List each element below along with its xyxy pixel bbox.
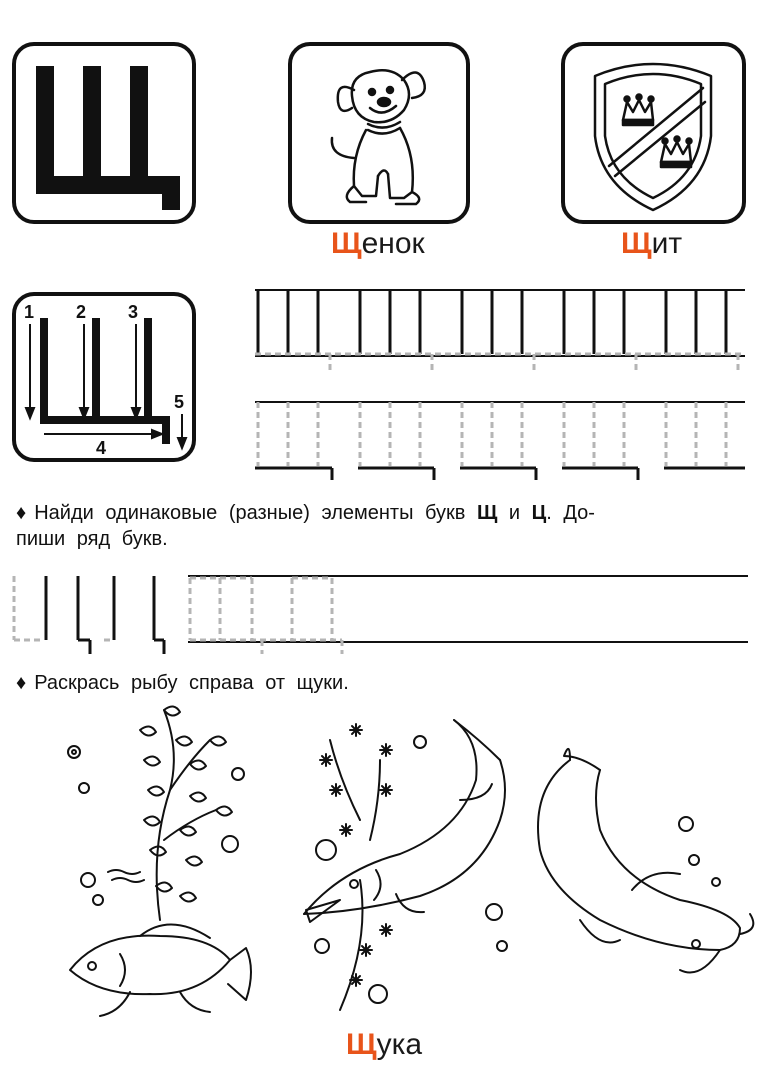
stroke-number-1: 1 [24,302,35,322]
task1-letter-tse: Ц [531,502,547,524]
fish-coloring-illustration [40,700,760,1022]
shield-card [561,42,746,224]
pike-fish [304,720,505,922]
puppy-caption [331,229,425,259]
big-letter-card [12,42,196,224]
task2-instruction [16,670,746,696]
task1-text-before: Найди одинаковые (разные) элементы букв [34,502,466,524]
small-fish [70,924,251,1016]
task1-text-mid: и [508,502,521,524]
stroke-order-card [12,292,196,462]
bullet-diamond-icon: ♦ [16,672,27,694]
stroke-number-4: 4 [96,438,107,458]
puppy-illustration [292,46,466,220]
caption-highlight-letter: Щ [346,1028,377,1061]
caption-highlight-letter: Щ [331,227,362,260]
stroke-number-2: 2 [76,302,87,322]
caption-rest: енок [361,227,425,260]
caption-rest: ит [651,227,683,260]
puppy-card [288,42,470,224]
catfish [538,749,753,973]
shield-illustration [565,46,742,220]
caption-highlight-letter: Щ [621,227,652,260]
shield-caption [621,229,682,259]
big-letter-glyph [16,46,192,220]
task1-instruction [16,500,746,552]
task1-text-line2: пиши ряд букв. [16,528,168,550]
seaweed-left [140,706,232,920]
task1-text-after: . До- [546,502,595,524]
seaweed-middle [320,724,392,1010]
stroke-number-3: 3 [128,302,139,322]
task2-text: Раскрась рыбу справа от щуки. [34,672,349,694]
writing-practice-rows [250,282,750,482]
task1-letter-shcha: Щ [476,502,498,524]
pike-caption [346,1030,422,1060]
stroke-number-5: 5 [174,392,185,412]
stroke-order-diagram [16,296,192,458]
caption-rest: ука [376,1028,423,1061]
bullet-diamond-icon: ♦ [16,502,27,524]
letter-elements-row [8,568,752,658]
